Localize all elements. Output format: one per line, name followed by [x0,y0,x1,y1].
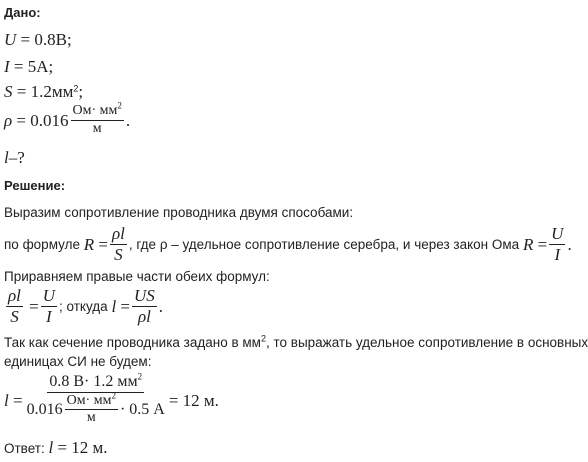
calculation-fraction: 0.8 В· 1.2 $мм^2$ 0.016 $\frac{Ом\cdot мм^2}{м}$ · 0.5 А [26,371,165,426]
resistivity-unit-fraction: $\frac{Ом\cdot мм^2}{м}$ [72,100,122,136]
calculation-unit-fraction: $\frac{Ом\cdot мм^2}{м}$ [66,390,116,426]
formula-right-side: $\frac{U}{I}$ [42,286,56,326]
formula-left-side: $\frac{\rho l}{S}$ [8,286,21,326]
formula-length-result: $\frac{US}{\rho l}$ [134,286,155,326]
formula-u-over-i: $\frac{U}{I}$ [551,224,564,264]
solution-step-5-line-2: единицах СИ не будем: [4,354,152,369]
solution-calculation: l = 0.8 В· 1.2 $мм^2$ 0.016 $\frac{Ом\cdot мм^2}{м}$ · 0.5 А = 12 м. [4,371,219,426]
answer: Ответ: l = 12 м. [4,438,108,457]
given-voltage: U = 0.8В; [4,30,72,49]
formula-rho-l-over-s: $\frac{\rho l}{S}$ [111,224,125,264]
solution-step-1: Выразим сопротивление проводника двумя способами: [4,205,354,220]
given-current: I = 5А; [4,57,54,76]
solution-step-5-line-1: Так как сечение проводника задано в $мм^2$, то выражать удельное сопротивление в основных [4,333,588,350]
given-resistivity: ρ = 0.016 $\frac{Ом\cdot мм^2}{м}$ . [4,100,131,136]
given-heading: Дано: [4,5,41,20]
solution-step-4: $\frac{\rho l}{S}$ = $\frac{U}{I}$ ; откуда l = $\frac{US}{\rho l}$ . [8,286,164,326]
solution-step-2: по формуле R = $\frac{\rho l}{S}$ , где ρ – удельное сопротивление серебра, и через закон Ома R = $\frac{U}{I}$ . [4,224,572,264]
given-unknown: l–? [4,148,25,167]
solution-step-3: Приравняем правые части обеих формул: [4,269,270,284]
given-cross-section: $S = 1.2мм^2$; [4,82,84,101]
solution-heading: Решение: [4,178,66,193]
